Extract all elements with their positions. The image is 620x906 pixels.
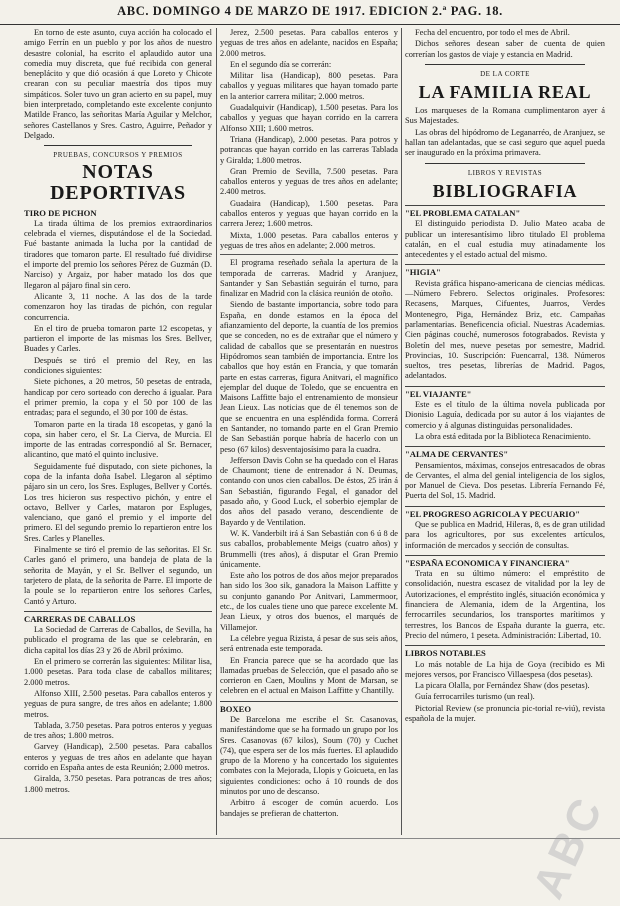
paragraph: W. K. Vanderbilt irá á San Sebastián con 6 ú 8 de sus caballos, probablemente Meigs (cuatro años) y Brummelli (tres años), á disputar el Gran Premio únicamente.: [220, 528, 398, 569]
paragraph: Militar lisa (Handicap), 800 pesetas. Para caballos y yeguas militares que hayan tomado parte en la anterior carrera militar; 2.000 metros.: [220, 71, 398, 101]
subheading-espana-economica: "ESPAÑA ECONOMICA Y FINANCIERA": [405, 555, 605, 568]
subheading-tiro-pichon: TIRO DE PICHON: [24, 207, 97, 218]
paragraph: Guía ferrocarriles turismo (un real).: [415, 692, 535, 702]
divider: [425, 163, 585, 164]
section-kicker: PRUEBAS, CONCURSOS Y PREMIOS: [53, 151, 183, 160]
column-2: [220, 28, 398, 837]
column-rule: [401, 28, 402, 835]
paragraph: Los marqueses de la Romana cumplimentaron ayer á Sus Majestades.: [405, 106, 605, 126]
paragraph: Alfonso XIII, 2.500 pesetas. Para caballos enteros y yeguas de pura sangre, de tres años en adelante; 1.800 metros.: [24, 688, 212, 719]
paragraph: En el tiro de prueba tomaron parte 12 escopetas, y partieron el importe de las mismas los Sres. Bellver, Buades y Carles.: [24, 323, 212, 354]
subheading-problema-catalan: "EL PROBLEMA CATALAN": [405, 205, 605, 218]
paragraph: Tablada, 3.750 pesetas. Para potros enteros y yeguas de tres años; 1.800 metros.: [24, 720, 212, 741]
paragraph: En torno de este asunto, cuya acción ha colocado el amigo Ferrín en un pueblo y por los años de nuestro desastre colonial, ha escrito el aplaudido autor una comedia muy discreta, que fué recibida con general beneplácito y que dió ocasión á que Loreto y Chicote crearan con su peculiar maestría dos tipos muy simpáticos. Soler tuvo un gran acierto en su papel, muy bien interpretado, completando este excelente conjunto Matilde Franco, las señoritas María Aguilar y Melchor, señores Castellanos y Sres. Castro, Aguirre, Peñador y Delgado.: [24, 28, 212, 140]
section-heading-bibliografia: BIBLIOGRAFIA: [432, 180, 578, 201]
section-kicker: DE LA CORTE: [480, 69, 530, 78]
paragraph: La Sociedad de Carreras de Caballos, de Sevilla, ha publicado el programa de las que se celebrarán, en dicha capital los días 23 y 26 de Abril próximo.: [24, 625, 212, 655]
paragraph: Guadaira (Handicap), 1.500 pesetas. Para caballos enteros y yeguas que hayan corrido en la carrera Jerez; 1.600 metros.: [220, 198, 398, 229]
paragraph: En el segundo día se correrán:: [230, 59, 332, 69]
section-kicker: LIBROS Y REVISTAS: [467, 168, 543, 177]
paragraph: Este es el título de la última novela publicada por Dionisio Laguía, dedicada por su autor á los viajantes de comercio y á algunas distinguidas personalidades.: [405, 400, 605, 430]
paragraph: Mixta, 1.000 pesetas. Para caballos enteros y yeguas de tres años en adelante; 2.000 metros.: [220, 230, 398, 250]
subheading-alma-cervantes: "ALMA DE CERVANTES": [405, 446, 605, 459]
divider: [220, 254, 398, 255]
paragraph: El distinguido periodista D. Julio Mateo acaba de publicar un interesantísimo libro titulado El problema catalán, en el cual estudia muy atinadamente los antecedentes y el estado actual del mismo.: [405, 219, 605, 260]
paragraph: Las obras del hipódromo de Leganarréo, de Aranjuez, se hallan tan adelantadas, que se casi seguro que aquel pueda ser inaugurado en la próxima primavera.: [405, 127, 605, 158]
paragraph: Siete pichones, a 20 metros, 50 pesetas de entrada, handicap por cero sorteado con derecho á igualar. Para el primer premio, la copa y el 50 por 100 de las entradas; para el segundo, el 30 por 100 de éstas.: [24, 377, 212, 418]
subheading-carreras: CARRERAS DE CABALLOS: [24, 611, 212, 624]
paragraph: Seguidamente fué disputado, con siete pichones, la copa de la infanta doña Isabel. Llegaron al séptimo pájaro sin un cero, los Sres. Espluges, Bellver y Cortés. Los tres hicieron sus respectivo pichón, y entre el octavo, Bellver y Carles, mataron por Espluges, valenciano, que ganó el premio y el importe del primero. El del segundo premio lo repartieron entre los Sres. Carles y Planelles.: [24, 461, 212, 543]
paragraph: Lo más notable de La hija de Goya (recibido es Mi mejores versos, por Francisco Villaespesa (dos pesetas).: [405, 659, 605, 679]
section-heading-notas-deportivas: NOTAS DEPORTIVAS: [50, 160, 186, 204]
paragraph: Jefferson Davis Cohn se ha quedado con el Haras de Chaumont; tiene de entrenador á N. Deumas, contando con unos cien caballos. De éstos, 25 irán á San Sebastián, figurando Fegal, el ganador del pasado año, y Good Luck, el soberbio ejemplar de dos años del pasado verano, descendiente de Bayardo y de Ventilation.: [220, 455, 398, 527]
paragraph: De Barcelona me escribe el Sr. Casanovas, manifestándome que se ha formado un grupo por los Sres. Casanovas (67 kilos), Soum (70) y Cuchet (74), que espera ser de los más fuertes. El aplaudido grupo de la Moreno y ha concertado los siguientes combates con la Mejorada, Llopis y Goicueta, en las siguientes condiciones: ocho á 10 rounds de dos minutos por uno de descanso.: [220, 715, 398, 797]
paragraph: Alicante 3, 11 noche. A las dos de la tarde comenzaron hoy las tiradas de pichón, con regular concurrencia.: [24, 291, 212, 322]
paragraph: Dichos señores desean saber de cuenta de quien correrían los gastos de viaje y estancia en Madrid.: [405, 39, 605, 59]
paragraph: Gran Premio de Sevilla, 7.500 pesetas. Para caballos enteros y yeguas de tres años en adelante; 2.400 metros.: [220, 166, 398, 197]
paragraph: En Francia parece que se ha acordado que las llamadas pruebas de Selección, que el pasado año se corrieron en Caen, Moulins y Mont de Marsan, se celebren en el actual en Maison Laffitte y Chantilly.: [220, 655, 398, 696]
subheading-boxeo: BOXEO: [220, 701, 398, 714]
paragraph: Jerez, 2.500 pesetas. Para caballos enteros y yeguas de tres años en adelante, nacidos en España; 2.000 metros.: [220, 28, 398, 58]
paragraph: Después se tiró el premio del Rey, en las condiciones siguientes:: [24, 355, 212, 376]
paragraph: Arbitro á escoger de común acuerdo. Los bandajes se prefieran de chatterton.: [220, 798, 398, 818]
subheading-el-viajante: "EL VIAJANTE": [405, 386, 605, 399]
paragraph: Pensamientos, máximas, consejos entresacados de obras de Cervantes, el alma del genial inteligencia de los siglos, por Manuel de Cieva. Dos pesetas. Librería Fernando Fé, Puerta del Sol, 15. Madrid.: [405, 460, 605, 501]
subheading-higia: "HIGIA": [405, 264, 605, 277]
paragraph: La obra está editada por la Biblioteca Renacimiento.: [415, 431, 591, 441]
paragraph: Giralda, 3.750 pesetas. Para potrancas de tres años; 1.800 metros.: [24, 774, 212, 794]
paragraph: El programa reseñado señala la apertura de la temporada de carreras. Madrid y Aranjuez, Santander y San Sebastián seguirán el turno, para finalizar en Madrid con la clásica reunión de otoño.: [220, 258, 398, 299]
paragraph: Fecha del encuentro, por todo el mes de Abril.: [415, 28, 570, 37]
paragraph: Tomaron parte en la tirada 18 escopetas, y ganó la copa, sin haber cero, el Sr. La Cierva, de Murcia. El importe de las entradas correspondió al Sr. Bernacer, alicantino, que mató el quinto inclusive.: [24, 419, 212, 460]
subheading-progreso-agricola: "EL PROGRESO AGRICOLA Y PECUARIO": [405, 506, 605, 519]
paragraph: Garvey (Handicap), 2.500 pesetas. Para caballos enteros y yeguas de tres años en adelante que hayan corrido en España antes de esta Reunión; 2.000 metros.: [24, 742, 212, 772]
page-footer-rule: [0, 838, 620, 847]
paragraph: La tirada última de los premios extraordinarios celebrada el viernes, disputándose el de la Sociedad. Fué bastante animada la lucha por la cantidad de tiradores que tomaron parte. El resultado fué dividirse el importe del premio los señores Pérez de Guzmán (D. Narciso) y Argaiz, por haber matado los dos que llegaron al pájaro final sin cero.: [24, 218, 212, 290]
column-1: [24, 28, 212, 837]
paragraph: Guadalquivir (Handicap), 1.500 pesetas. Para los caballos y yeguas que hayan corrido en la carrera Alfonso XIII; 1.600 metros.: [220, 103, 398, 133]
column-rule: [216, 28, 217, 835]
paragraph: Triana (Handicap), 2.000 pesetas. Para potros y potrancas que hayan corrido en las carreras Tablada y Giralda; 1.800 metros.: [220, 134, 398, 165]
paragraph: La célebre yegua Rizista, á pesar de sus seis años, será entrenada este temporada.: [220, 633, 398, 654]
subheading-libros-notables: LIBROS NOTABLES: [405, 645, 605, 658]
paragraph: Finalmente se tiró el premio de las señoritas. El Sr. Carles ganó el primero, una bandeja de plata de la señorita de Mayán, y el Sr. Bellver el segundo, un tarjetero de plata, de la señorita de Parre. El importe de la poule se lo repartieron entre los señores Carles, Cantó y Arturo.: [24, 545, 212, 606]
paragraph: La picara Olalla, por Fernández Shaw (dos pesetas).: [415, 681, 590, 691]
column-3: [405, 28, 605, 837]
paragraph: Que se publica en Madrid, Hileras, 8, es de gran utilidad para los agricultores, por sus excelentes artículos, información de mercados y sección de consultas.: [405, 519, 605, 550]
paragraph: Trata en su último número: el empréstito de consolidación, nuestra escasez de vitalidad por la ley de Autorizaciones, el empréstito inglés, situación económica y financiera de Alemania, idem de la Argentina, los ferrocarriles secundarios, los transportes marítimos y terrestres, los Bancos de España durante la guerra, etc. Precio del número, 1 peseta. Administración: Libertad, 10.: [405, 569, 605, 640]
paragraph: Revista gráfica hispano-americana de ciencias médicas.—Número Febrero. Selectos originales. Profesores: Recasens, Marques, Cifuentes, Juarros, Verdes Montenegro, Piga, Hernández Briz, etc. Campañas parlamentarias. Beneficencia oficial. Nuestras Academias. Cien páginas couché, numerosos fotograbados. Revista y Boletín del mes, nueve pesetas por semestre, Madrid. Provincias, 10. Suscripción: Fuencarral, 138. Números sueltos, tres pesetas, librerías de Madrid. Pagos, adelantados.: [405, 278, 605, 381]
section-heading-familia-real: LA FAMILIA REAL: [418, 82, 592, 103]
divider: [425, 64, 585, 65]
divider: [44, 145, 192, 146]
paragraph: Este año los potros de dos años mejor preparados han sido los 3oo sik, ganadora la Maison Laffitte y su conjunto ganando Por Anitvari, Lammermoor, etc., de los cuales tiene uno que parece excelente M. Jean Lieux, y otros dos buenos, el marqués de Villamejor.: [220, 571, 398, 632]
page-header: ABC. DOMINGO 4 DE MARZO DE 1917. EDICION 2.ª PAG. 18.: [0, 4, 620, 25]
paragraph: Siendo de bastante importancia, sobre todo para España, en donde estamos en la época del afianzamiento del deporte, la cuantía de los premios que se conceden, no es de extrañar que el número y calidad de caballos que se presentarán en nuestros Hipódromos sean también de importancia. Entre los caballos que hoy están en Francia, y que tomarán parte en estas carreras, figura Anitvari, el magnífico ejemplar del duque de Toledo, que se encuentra en Maisons Laffitte bajo el entrenamiento de monsieur Jean Lieux. Las noticias que de él tenemos son de que se encuentra en una espléndida forma. Correrá en Santander, no tomando parte en el Gran Premio de San Sebastián porque habría de hacerlo con un peso (67 kilos) desventajosísimo para la cuadra.: [220, 300, 398, 454]
paragraph: Pictorial Review (se pronuncia pic-torial re-viú), revista española de la mujer.: [405, 703, 605, 724]
abc-watermark: ABC: [523, 787, 614, 906]
paragraph: En el primero se correrán las siguientes: Militar lisa, 1.000 pesetas. Para toda clase de caballos militares; 2.000 metros.: [24, 657, 212, 687]
